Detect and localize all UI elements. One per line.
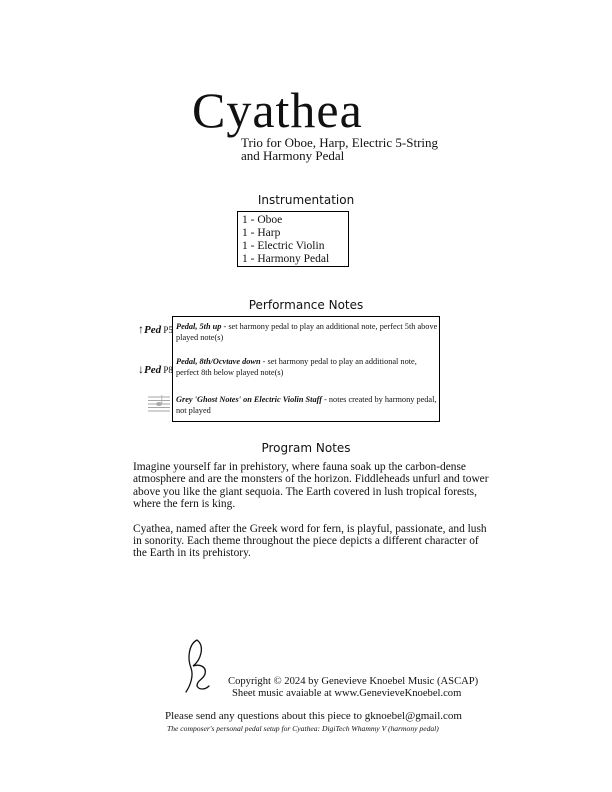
performance-notes-heading: Performance Notes [248, 298, 364, 312]
website-line: Sheet music avaiable at www.GenevieveKnoebel.com [232, 688, 462, 699]
arrow-down-icon: ↓ [138, 362, 144, 376]
program-notes-heading: Program Notes [261, 441, 351, 455]
instrumentation-heading: Instrumentation [257, 193, 355, 207]
pedal-icon: Ped [144, 364, 162, 376]
pedal-icon: Ped [144, 324, 162, 336]
pedal-5th-up-symbol [138, 322, 173, 337]
note-term: Pedal, 5th up [176, 322, 222, 331]
performance-notes-box [172, 316, 440, 422]
instrument-item: 1 - Harmony Pedal [242, 253, 330, 265]
performance-note [176, 395, 438, 416]
contact-line: Please send any questions about this piece to gknoebel@gmail.com [165, 710, 462, 722]
copyright-block [228, 676, 478, 700]
pedal-symbol-label: P5 [163, 325, 173, 335]
ghost-note-staff-icon [148, 395, 170, 413]
copyright-line: Copyright © 2024 by Genevieve Knoebel Music (ASCAP) [228, 676, 479, 687]
subtitle-line-2: and Harmony Pedal [241, 148, 345, 163]
instrument-item: 1 - Electric Violin [242, 240, 325, 252]
performance-note [176, 357, 438, 378]
instrument-item: 1 - Harp [242, 227, 281, 239]
note-description: - set harmony pedal to play an additional note, perfect 5th above played note(s) [176, 322, 438, 342]
composer-logo-icon [181, 636, 217, 696]
page-title: Cyathea [192, 82, 363, 138]
instrumentation-box [237, 211, 349, 267]
note-term: Pedal, 8th/Ocvtave down [176, 357, 261, 366]
note-term: Grey 'Ghost Notes' on Electric Violin Staff [176, 395, 322, 404]
arrow-up-icon: ↑ [138, 322, 144, 336]
pedal-setup-note: The composer's personal pedal setup for Cyathea: DigiTech Whammy V (harmony pedal) [167, 724, 439, 733]
subtitle [241, 136, 501, 162]
performance-note [176, 322, 438, 343]
note-description: - notes created by harmony pedal, not played [176, 395, 437, 415]
pedal-8th-down-symbol [138, 362, 173, 377]
instrument-item: 1 - Oboe [242, 214, 283, 226]
program-paragraph: Cyathea, named after the Greek word for fern, is playful, passionate, and lush in sonority. Each theme throughout the piece depicts a different character of the Earth in its prehistory. [133, 522, 487, 560]
program-notes-text [133, 461, 493, 572]
program-paragraph: Imagine yourself far in prehistory, where fauna soak up the carbon-dense atmosphere and are the monsters of the horizon. Fiddleheads unfurl and tower above you like the giant sequoia. The Earth covered in lush tropical forests, where the fern is king. [133, 461, 489, 511]
pedal-symbol-label: P8 [163, 365, 173, 375]
subtitle-line-1: Trio for Oboe, Harp, Electric 5-String [241, 135, 439, 150]
note-description: - set harmony pedal to play an additional note, perfect 8th below played note(s) [176, 357, 417, 377]
